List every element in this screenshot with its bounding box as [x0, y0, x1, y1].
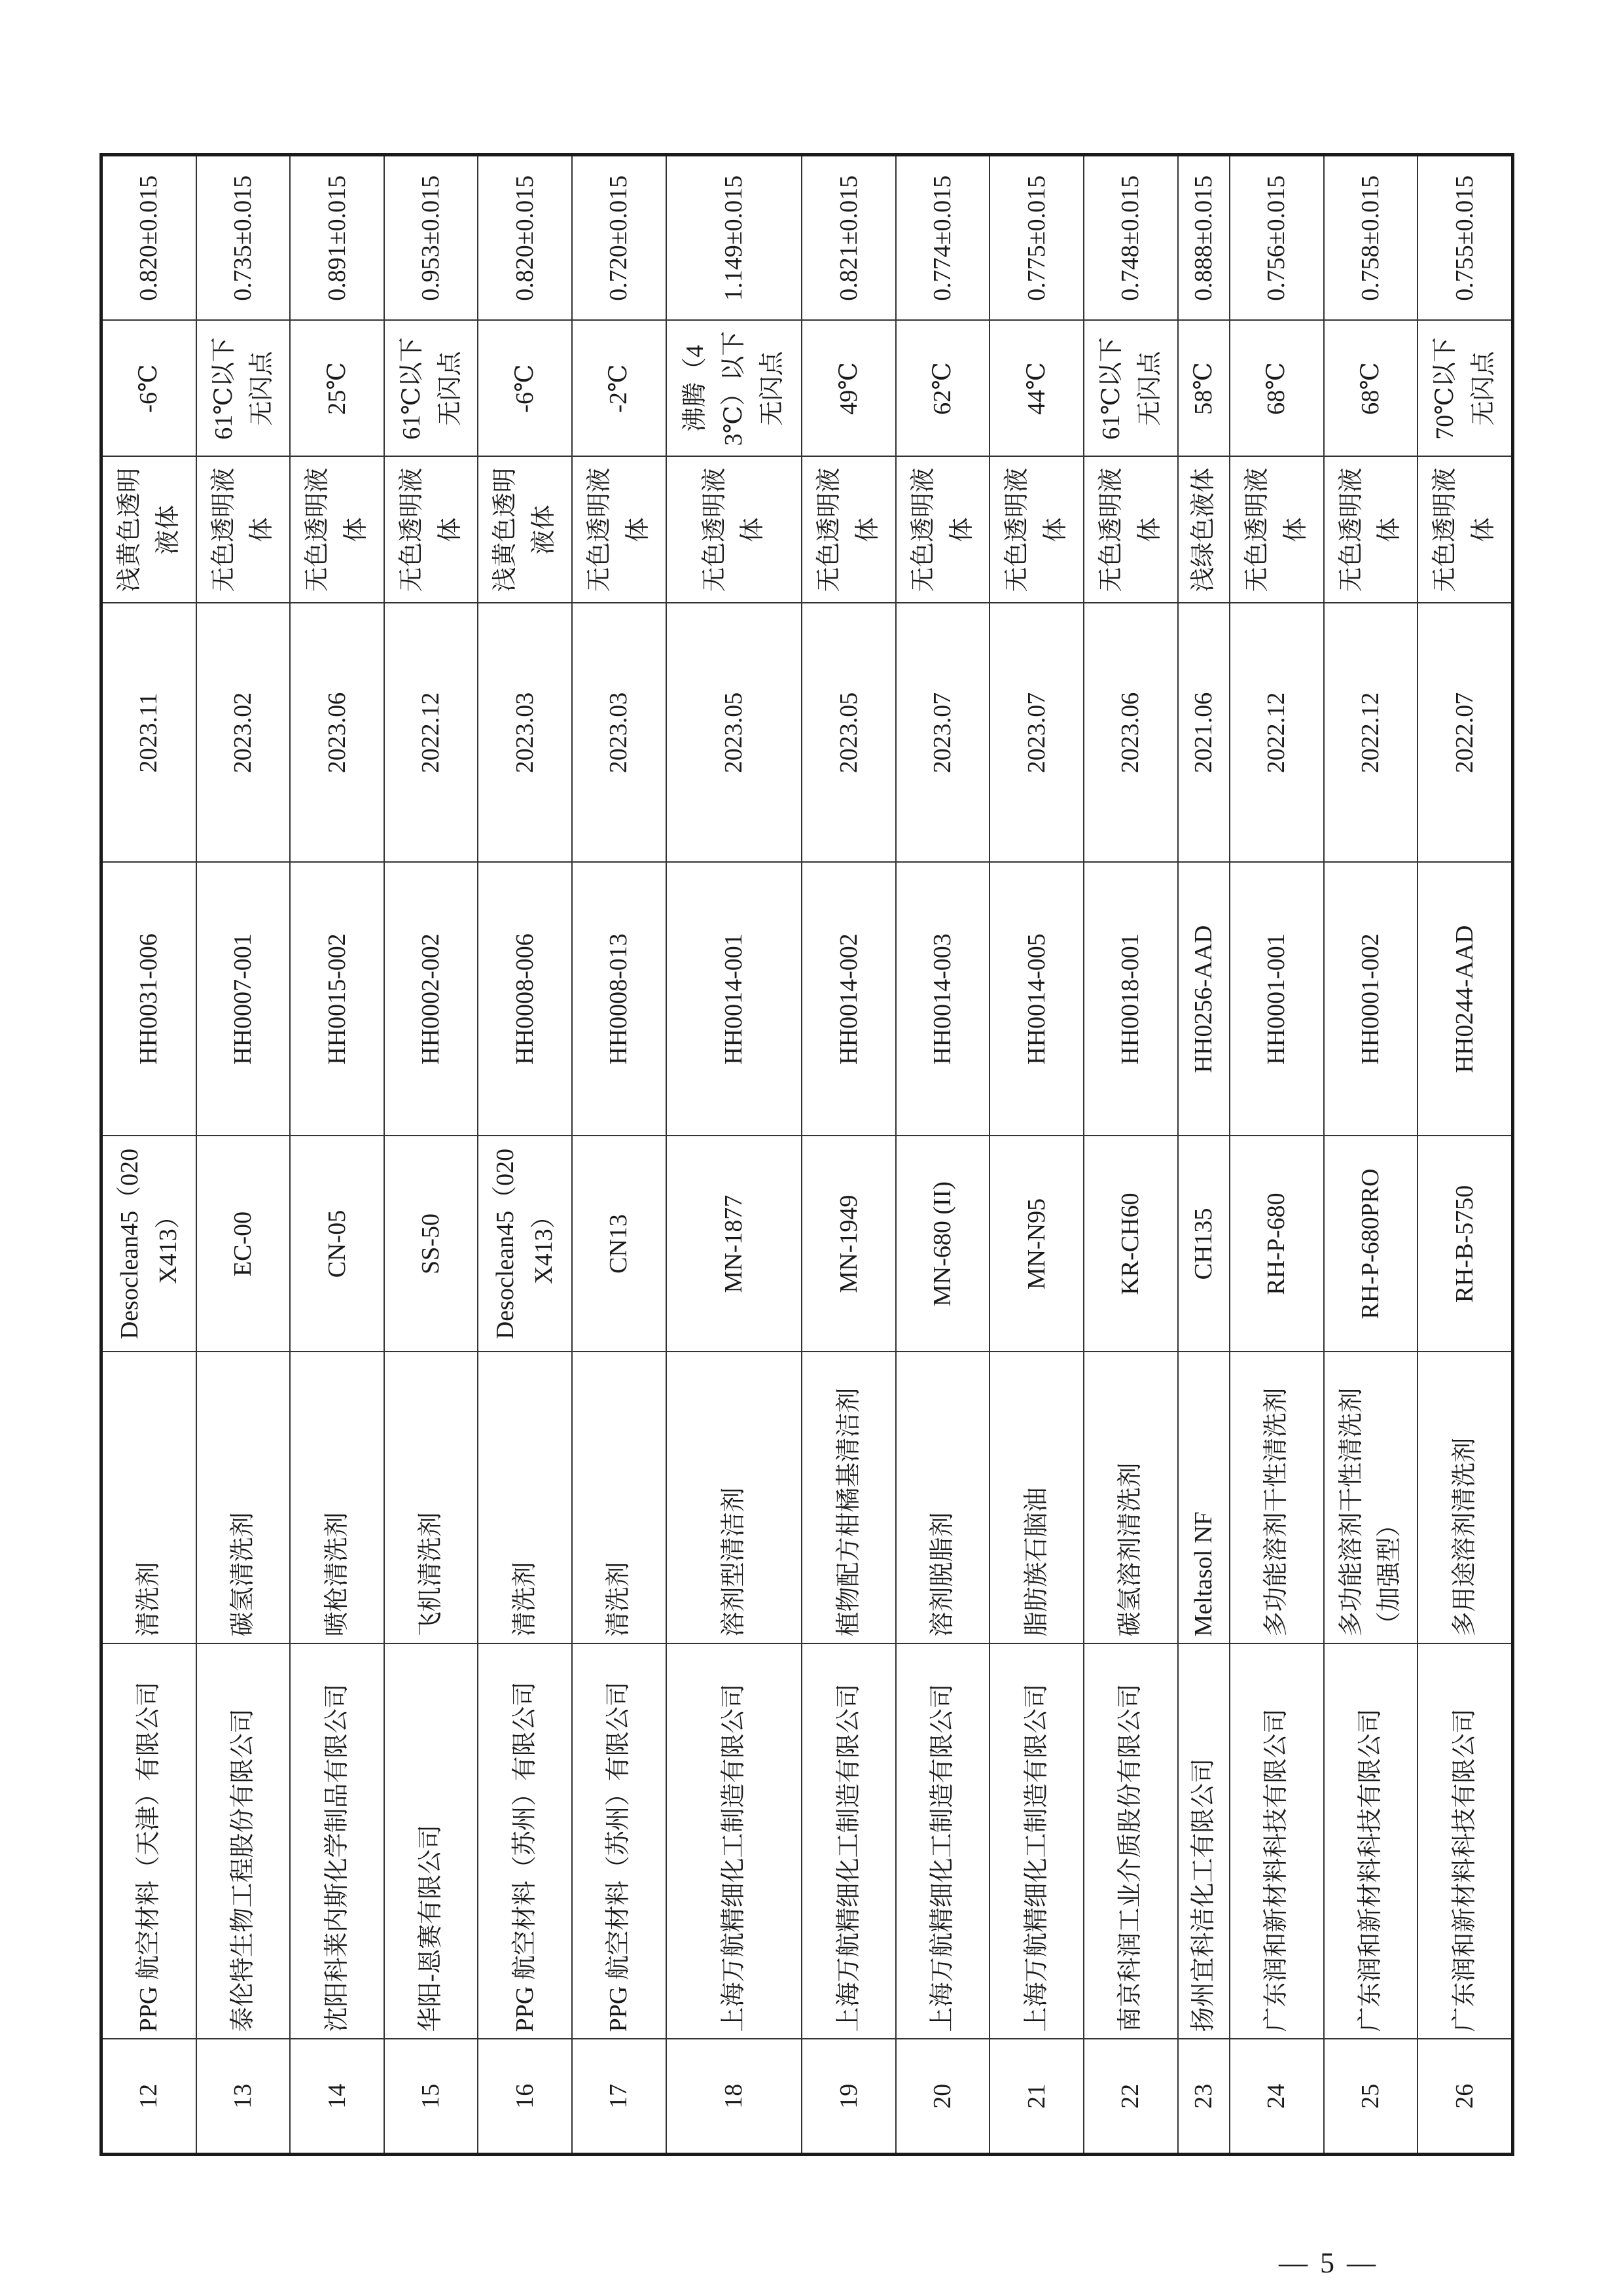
appearance-cell: 无色透明液体 [1084, 457, 1178, 603]
valid-date-cell: 2023.05 [666, 603, 802, 863]
company-name-cell: 南京科润工业介质股份有限公司 [1084, 1644, 1178, 2039]
company-name-cell: 上海万航精细化工制造有限公司 [802, 1644, 896, 2039]
registration-code-cell: HH0007-001 [196, 863, 291, 1136]
product-model-cell: MN-680 (II) [896, 1136, 990, 1352]
product-name-cell: 多功能溶剂干性清洗剂 [1230, 1352, 1324, 1644]
density-cell: 0.820±0.015 [478, 155, 572, 321]
density-cell: 0.748±0.015 [1084, 155, 1178, 321]
valid-date-cell: 2023.07 [990, 603, 1084, 863]
registration-code-cell: HH0256-AAD [1178, 863, 1230, 1136]
company-name-cell: 沈阳科莱内斯化学制品有限公司 [290, 1644, 384, 2039]
flash-point-cell: 61℃以下无闪点 [1084, 321, 1178, 457]
valid-date-cell: 2022.07 [1418, 603, 1512, 863]
product-model-cell: RH-P-680 [1230, 1136, 1324, 1352]
valid-date-cell: 2023.11 [101, 603, 196, 863]
table-row [1084, 155, 1178, 2155]
company-name-cell: 上海万航精细化工制造有限公司 [666, 1644, 802, 2039]
registration-code-cell: HH0014-003 [896, 863, 990, 1136]
table-row [384, 155, 478, 2155]
product-model-cell: Desoclean45（020X413） [101, 1136, 196, 1352]
flash-point-cell: 49℃ [802, 321, 896, 457]
appearance-cell: 无色透明液体 [196, 457, 291, 603]
row-number-cell: 19 [802, 2039, 896, 2155]
density-cell: 0.720±0.015 [572, 155, 666, 321]
registration-code-cell: HH0014-002 [802, 863, 896, 1136]
flash-point-cell: 61℃以下无闪点 [196, 321, 291, 457]
valid-date-cell: 2021.06 [1178, 603, 1230, 863]
company-name-cell: PPG 航空材料（苏州）有限公司 [572, 1644, 666, 2039]
product-model-cell: EC-00 [196, 1136, 291, 1352]
company-name-cell: 广东润和新材料科技有限公司 [1230, 1644, 1324, 2039]
table-row [896, 155, 990, 2155]
company-name-cell: 泰伦特生物工程股份有限公司 [196, 1644, 291, 2039]
registration-code-cell: HH0002-002 [384, 863, 478, 1136]
valid-date-cell: 2023.03 [478, 603, 572, 863]
product-model-cell: RH-P-680PRO [1324, 1136, 1418, 1352]
company-name-cell: 上海万航精细化工制造有限公司 [896, 1644, 990, 2039]
appearance-cell: 浅黄色透明液体 [478, 457, 572, 603]
row-number-cell: 12 [101, 2039, 196, 2155]
product-name-cell: 植物配方柑橘基清洁剂 [802, 1352, 896, 1644]
company-name-cell: 华阳-恩赛有限公司 [384, 1644, 478, 2039]
product-name-cell: 碳氢溶剂清洗剂 [1084, 1352, 1178, 1644]
company-name-cell: 广东润和新材料科技有限公司 [1418, 1644, 1512, 2039]
row-number-cell: 25 [1324, 2039, 1418, 2155]
row-number-cell: 14 [290, 2039, 384, 2155]
row-number-cell: 16 [478, 2039, 572, 2155]
appearance-cell: 无色透明液体 [384, 457, 478, 603]
row-number-cell: 17 [572, 2039, 666, 2155]
page-number: — 5 — [1279, 2247, 1378, 2279]
product-model-cell: MN-1949 [802, 1136, 896, 1352]
valid-date-cell: 2023.03 [572, 603, 666, 863]
appearance-cell: 无色透明液体 [290, 457, 384, 603]
density-cell: 0.774±0.015 [896, 155, 990, 321]
flash-point-cell: 44℃ [990, 321, 1084, 457]
table-row [1178, 155, 1230, 2155]
density-cell: 0.820±0.015 [101, 155, 196, 321]
valid-date-cell: 2022.12 [384, 603, 478, 863]
product-model-cell: CN-05 [290, 1136, 384, 1352]
registration-code-cell: HH0015-002 [290, 863, 384, 1136]
company-name-cell: 扬州宜科洁化工有限公司 [1178, 1644, 1230, 2039]
product-table [99, 153, 1514, 2156]
density-cell: 0.758±0.015 [1324, 155, 1418, 321]
row-number-cell: 21 [990, 2039, 1084, 2155]
product-model-cell: KR-CH60 [1084, 1136, 1178, 1352]
company-name-cell: PPG 航空材料（天津）有限公司 [101, 1644, 196, 2039]
flash-point-cell: -2℃ [572, 321, 666, 457]
registration-code-cell: HH0244-AAD [1418, 863, 1512, 1136]
table-row [802, 155, 896, 2155]
valid-date-cell: 2023.06 [290, 603, 384, 863]
product-name-cell: 溶剂型清洁剂 [666, 1352, 802, 1644]
valid-date-cell: 2022.12 [1230, 603, 1324, 863]
product-model-cell: SS-50 [384, 1136, 478, 1352]
company-name-cell: 上海万航精细化工制造有限公司 [990, 1644, 1084, 2039]
table-row [1418, 155, 1512, 2155]
product-name-cell: 清洗剂 [101, 1352, 196, 1644]
flash-point-cell: 61℃以下无闪点 [384, 321, 478, 457]
row-number-cell: 22 [1084, 2039, 1178, 2155]
product-name-cell: Meltasol NF [1178, 1352, 1230, 1644]
product-name-cell: 脂肪族石脑油 [990, 1352, 1084, 1644]
table-row [478, 155, 572, 2155]
row-number-cell: 13 [196, 2039, 291, 2155]
row-number-cell: 24 [1230, 2039, 1324, 2155]
registration-code-cell: HH0008-006 [478, 863, 572, 1136]
registration-code-cell: HH0014-005 [990, 863, 1084, 1136]
product-name-cell: 飞机清洗剂 [384, 1352, 478, 1644]
valid-date-cell: 2023.02 [196, 603, 291, 863]
table-row [572, 155, 666, 2155]
valid-date-cell: 2023.05 [802, 603, 896, 863]
density-cell: 0.735±0.015 [196, 155, 291, 321]
product-model-cell: CH135 [1178, 1136, 1230, 1352]
table-row [101, 155, 196, 2155]
appearance-cell: 无色透明液体 [1230, 457, 1324, 603]
appearance-cell: 无色透明液体 [802, 457, 896, 603]
product-name-cell: 清洗剂 [478, 1352, 572, 1644]
valid-date-cell: 2022.12 [1324, 603, 1418, 863]
appearance-cell: 无色透明液体 [1324, 457, 1418, 603]
row-number-cell: 18 [666, 2039, 802, 2155]
appearance-cell: 无色透明液体 [990, 457, 1084, 603]
density-cell: 0.821±0.015 [802, 155, 896, 321]
product-name-cell: 清洗剂 [572, 1352, 666, 1644]
appearance-cell: 无色透明液体 [666, 457, 802, 603]
valid-date-cell: 2023.06 [1084, 603, 1178, 863]
density-cell: 0.953±0.015 [384, 155, 478, 321]
flash-point-cell: 58℃ [1178, 321, 1230, 457]
appearance-cell: 浅绿色液体 [1178, 457, 1230, 603]
density-cell: 0.755±0.015 [1418, 155, 1512, 321]
registration-code-cell: HH0031-006 [101, 863, 196, 1136]
flash-point-cell: 25℃ [290, 321, 384, 457]
valid-date-cell: 2023.07 [896, 603, 990, 863]
product-name-cell: 溶剂脱脂剂 [896, 1352, 990, 1644]
appearance-cell: 无色透明液体 [572, 457, 666, 603]
density-cell: 1.149±0.015 [666, 155, 802, 321]
appearance-cell: 无色透明液体 [1418, 457, 1512, 603]
row-number-cell: 23 [1178, 2039, 1230, 2155]
product-model-cell: CN13 [572, 1136, 666, 1352]
product-model-cell: MN-1877 [666, 1136, 802, 1352]
product-table-frame [99, 156, 1514, 2156]
appearance-cell: 无色透明液体 [896, 457, 990, 603]
flash-point-cell: 70℃以下无闪点 [1418, 321, 1512, 457]
density-cell: 0.775±0.015 [990, 155, 1084, 321]
product-name-cell: 多用途溶剂清洗剂 [1418, 1352, 1512, 1644]
table-row [290, 155, 384, 2155]
table-row [990, 155, 1084, 2155]
row-number-cell: 15 [384, 2039, 478, 2155]
table-body [101, 155, 1513, 2155]
registration-code-cell: HH0014-001 [666, 863, 802, 1136]
product-model-cell: Desoclean45（020X413） [478, 1136, 572, 1352]
registration-code-cell: HH0018-001 [1084, 863, 1178, 1136]
company-name-cell: 广东润和新材料科技有限公司 [1324, 1644, 1418, 2039]
table-row [1324, 155, 1418, 2155]
registration-code-cell: HH0001-001 [1230, 863, 1324, 1136]
density-cell: 0.891±0.015 [290, 155, 384, 321]
company-name-cell: PPG 航空材料（苏州）有限公司 [478, 1644, 572, 2039]
table-row [196, 155, 291, 2155]
registration-code-cell: HH0008-013 [572, 863, 666, 1136]
product-name-cell: 碳氢清洗剂 [196, 1352, 291, 1644]
flash-point-cell: -6℃ [478, 321, 572, 457]
product-name-cell: 喷枪清洗剂 [290, 1352, 384, 1644]
flash-point-cell: 68℃ [1230, 321, 1324, 457]
flash-point-cell: 沸腾（43℃）以下无闪点 [666, 321, 802, 457]
product-model-cell: MN-N95 [990, 1136, 1084, 1352]
table-row [666, 155, 802, 2155]
table-row [1230, 155, 1324, 2155]
flash-point-cell: 68℃ [1324, 321, 1418, 457]
registration-code-cell: HH0001-002 [1324, 863, 1418, 1136]
product-model-cell: RH-B-5750 [1418, 1136, 1512, 1352]
density-cell: 0.888±0.015 [1178, 155, 1230, 321]
flash-point-cell: 62℃ [896, 321, 990, 457]
density-cell: 0.756±0.015 [1230, 155, 1324, 321]
row-number-cell: 20 [896, 2039, 990, 2155]
product-name-cell: 多功能溶剂干性清洗剂（加强型） [1324, 1352, 1418, 1644]
flash-point-cell: -6℃ [101, 321, 196, 457]
appearance-cell: 浅黄色透明液体 [101, 457, 196, 603]
row-number-cell: 26 [1418, 2039, 1512, 2155]
